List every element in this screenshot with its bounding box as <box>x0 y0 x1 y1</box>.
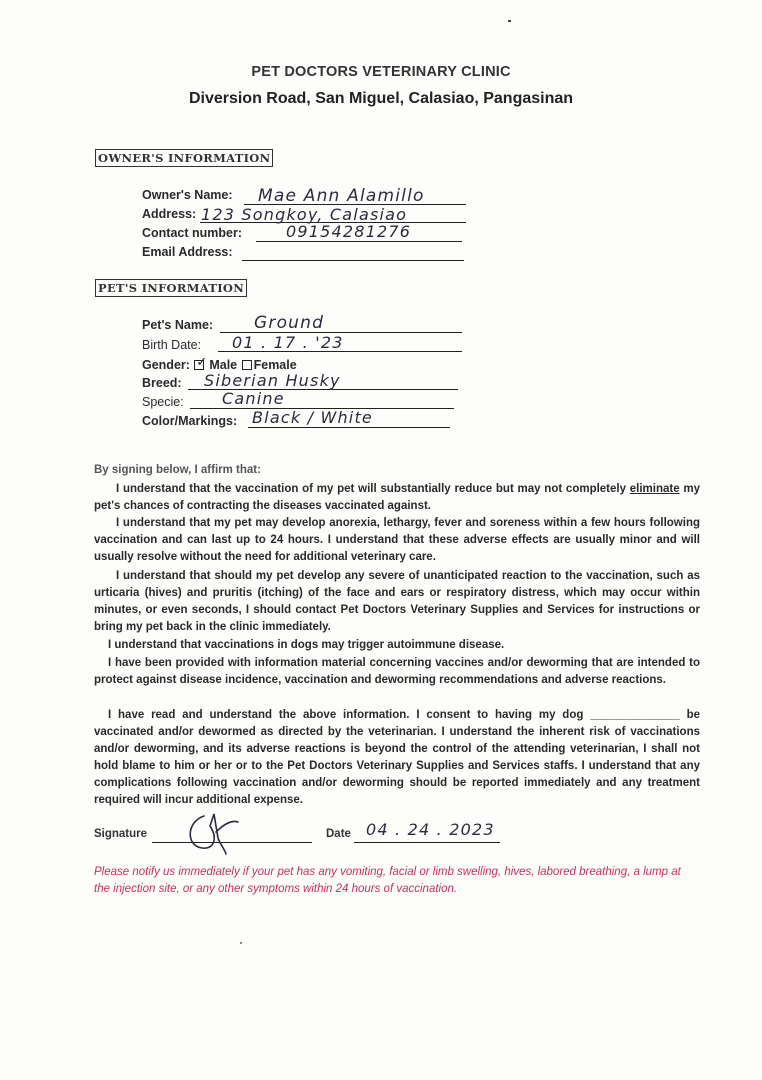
pet-name-value[interactable]: Ground <box>254 313 325 333</box>
scan-speck <box>508 20 511 22</box>
contact-label: Contact number: <box>142 226 242 240</box>
owner-section-title: OWNER'S INFORMATION <box>95 149 273 167</box>
p3-text: I understand that should my pet develop any severe of unanticipated reaction to the vaccination, such as urticaria (hives) and pruritis (itching) of the face and ears or respiratory distress, which may occur within minutes, or even seconds, I should contact Pet Doctors Veterinary Supplies and Services for instructions or bring my pet back in the clinic immediately. <box>94 570 700 633</box>
breed-value[interactable]: Siberian Husky <box>204 371 341 390</box>
p6-text-b: be vaccinated and/or dewormed as directed by the veterinarian. I understand the inherent risk of vaccinations and/or deworming, and its adverse reactions is beyond the control of the attending veterinarian, I shall not hold blame to him or her or to the Pet Doctors Veterinary Supplies and Services staffs. I understand that any complications following vaccination and/or deworming should be reported immediately and any treatment required will incur additional expense. <box>94 709 700 806</box>
pet-section-title: PET'S INFORMATION <box>95 279 247 297</box>
consent-intro: By signing below, I affirm that: <box>94 464 261 476</box>
color-line[interactable] <box>248 427 450 428</box>
breed-row <box>142 376 182 394</box>
birth-date-value[interactable]: 01 . 17 . '23 <box>232 333 344 352</box>
date-label: Date <box>326 828 351 840</box>
email-line[interactable] <box>242 260 464 261</box>
owner-address-label: Address: <box>142 207 197 221</box>
p5-text: I have been provided with information material concerning vaccines and/or deworming that are intended to protect against disease incidence, vaccination and deworming recommendations and adverse reactions. <box>94 657 700 686</box>
color-label: Color/Markings: <box>142 414 238 428</box>
female-checkbox[interactable] <box>242 360 252 370</box>
gender-label: Gender: <box>142 358 190 372</box>
consent-paragraph-6 <box>94 707 700 809</box>
p6-text-a: I have read and understand the above information. I consent to having my dog <box>108 709 591 721</box>
p2-text: I understand that my pet may develop anorexia, lethargy, fever and soreness within a few hours following vaccination and can last up to 24 hours. I understand that these adverse effects are usually minor and will usually resolve without the need for additional veterinary care. <box>94 517 700 563</box>
breed-label: Breed: <box>142 376 182 390</box>
date-value[interactable]: 04 . 24 . 2023 <box>366 820 495 839</box>
specie-value[interactable]: Canine <box>222 389 285 408</box>
clinic-name: PET DOCTORS VETERINARY CLINIC <box>251 64 511 80</box>
birth-date-row <box>142 338 201 356</box>
owner-address-row <box>142 207 196 225</box>
email-label: Email Address: <box>142 245 233 259</box>
consent-paragraph-5 <box>94 655 700 689</box>
specie-row <box>142 395 184 413</box>
color-value[interactable]: Black / White <box>252 408 373 427</box>
scan-speck-2 <box>240 942 242 944</box>
pet-name-row <box>142 318 213 336</box>
male-check-mark: ✓ <box>196 354 208 369</box>
consent-paragraph-3 <box>94 568 700 636</box>
contact-line[interactable] <box>256 241 462 242</box>
color-row <box>142 414 237 432</box>
date-line[interactable] <box>354 842 500 843</box>
contact-value[interactable]: 09154281276 <box>286 222 412 241</box>
gender-male-label: Male <box>209 358 238 372</box>
clinic-address: Diversion Road, San Miguel, Calasiao, Pangasinan <box>188 90 574 107</box>
pet-name-label: Pet's Name: <box>142 318 214 332</box>
consent-paragraph-1 <box>94 481 700 515</box>
owner-name-value[interactable]: Mae Ann Alamillo <box>258 186 425 206</box>
p4-text: I understand that vaccinations in dogs may trigger autoimmune disease. <box>108 639 505 651</box>
handwritten-signature <box>180 808 250 860</box>
owner-name-label: Owner's Name: <box>142 188 233 202</box>
dog-name-blank[interactable]: ______________ <box>590 709 680 721</box>
owner-name-row <box>142 188 233 206</box>
consent-paragraph-2 <box>94 515 700 566</box>
vaccination-notice: Please notify us immediately if your pet has any vomiting, facial or limb swelling, hives, labored breathing, a lump at the injection site, or any other symptoms within 24 hours of vaccination. <box>94 866 681 895</box>
birth-date-label: Birth Date: <box>142 338 202 352</box>
contact-row <box>142 226 242 244</box>
p1-underlined-word: eliminate <box>629 483 680 495</box>
gender-female-label: Female <box>253 358 297 372</box>
p1-text-b: my pet's chances of contracting the diseases vaccinated against. <box>94 483 700 512</box>
specie-label: Specie: <box>142 395 184 409</box>
consent-paragraph-4 <box>94 637 700 654</box>
signature-label: Signature <box>94 828 148 840</box>
p1-text-a: I understand that the vaccination of my pet will substantially reduce but may not completely <box>116 483 630 495</box>
owner-address-value[interactable]: 123 Songkoy, Calasiao <box>201 205 408 224</box>
email-row <box>142 245 233 263</box>
